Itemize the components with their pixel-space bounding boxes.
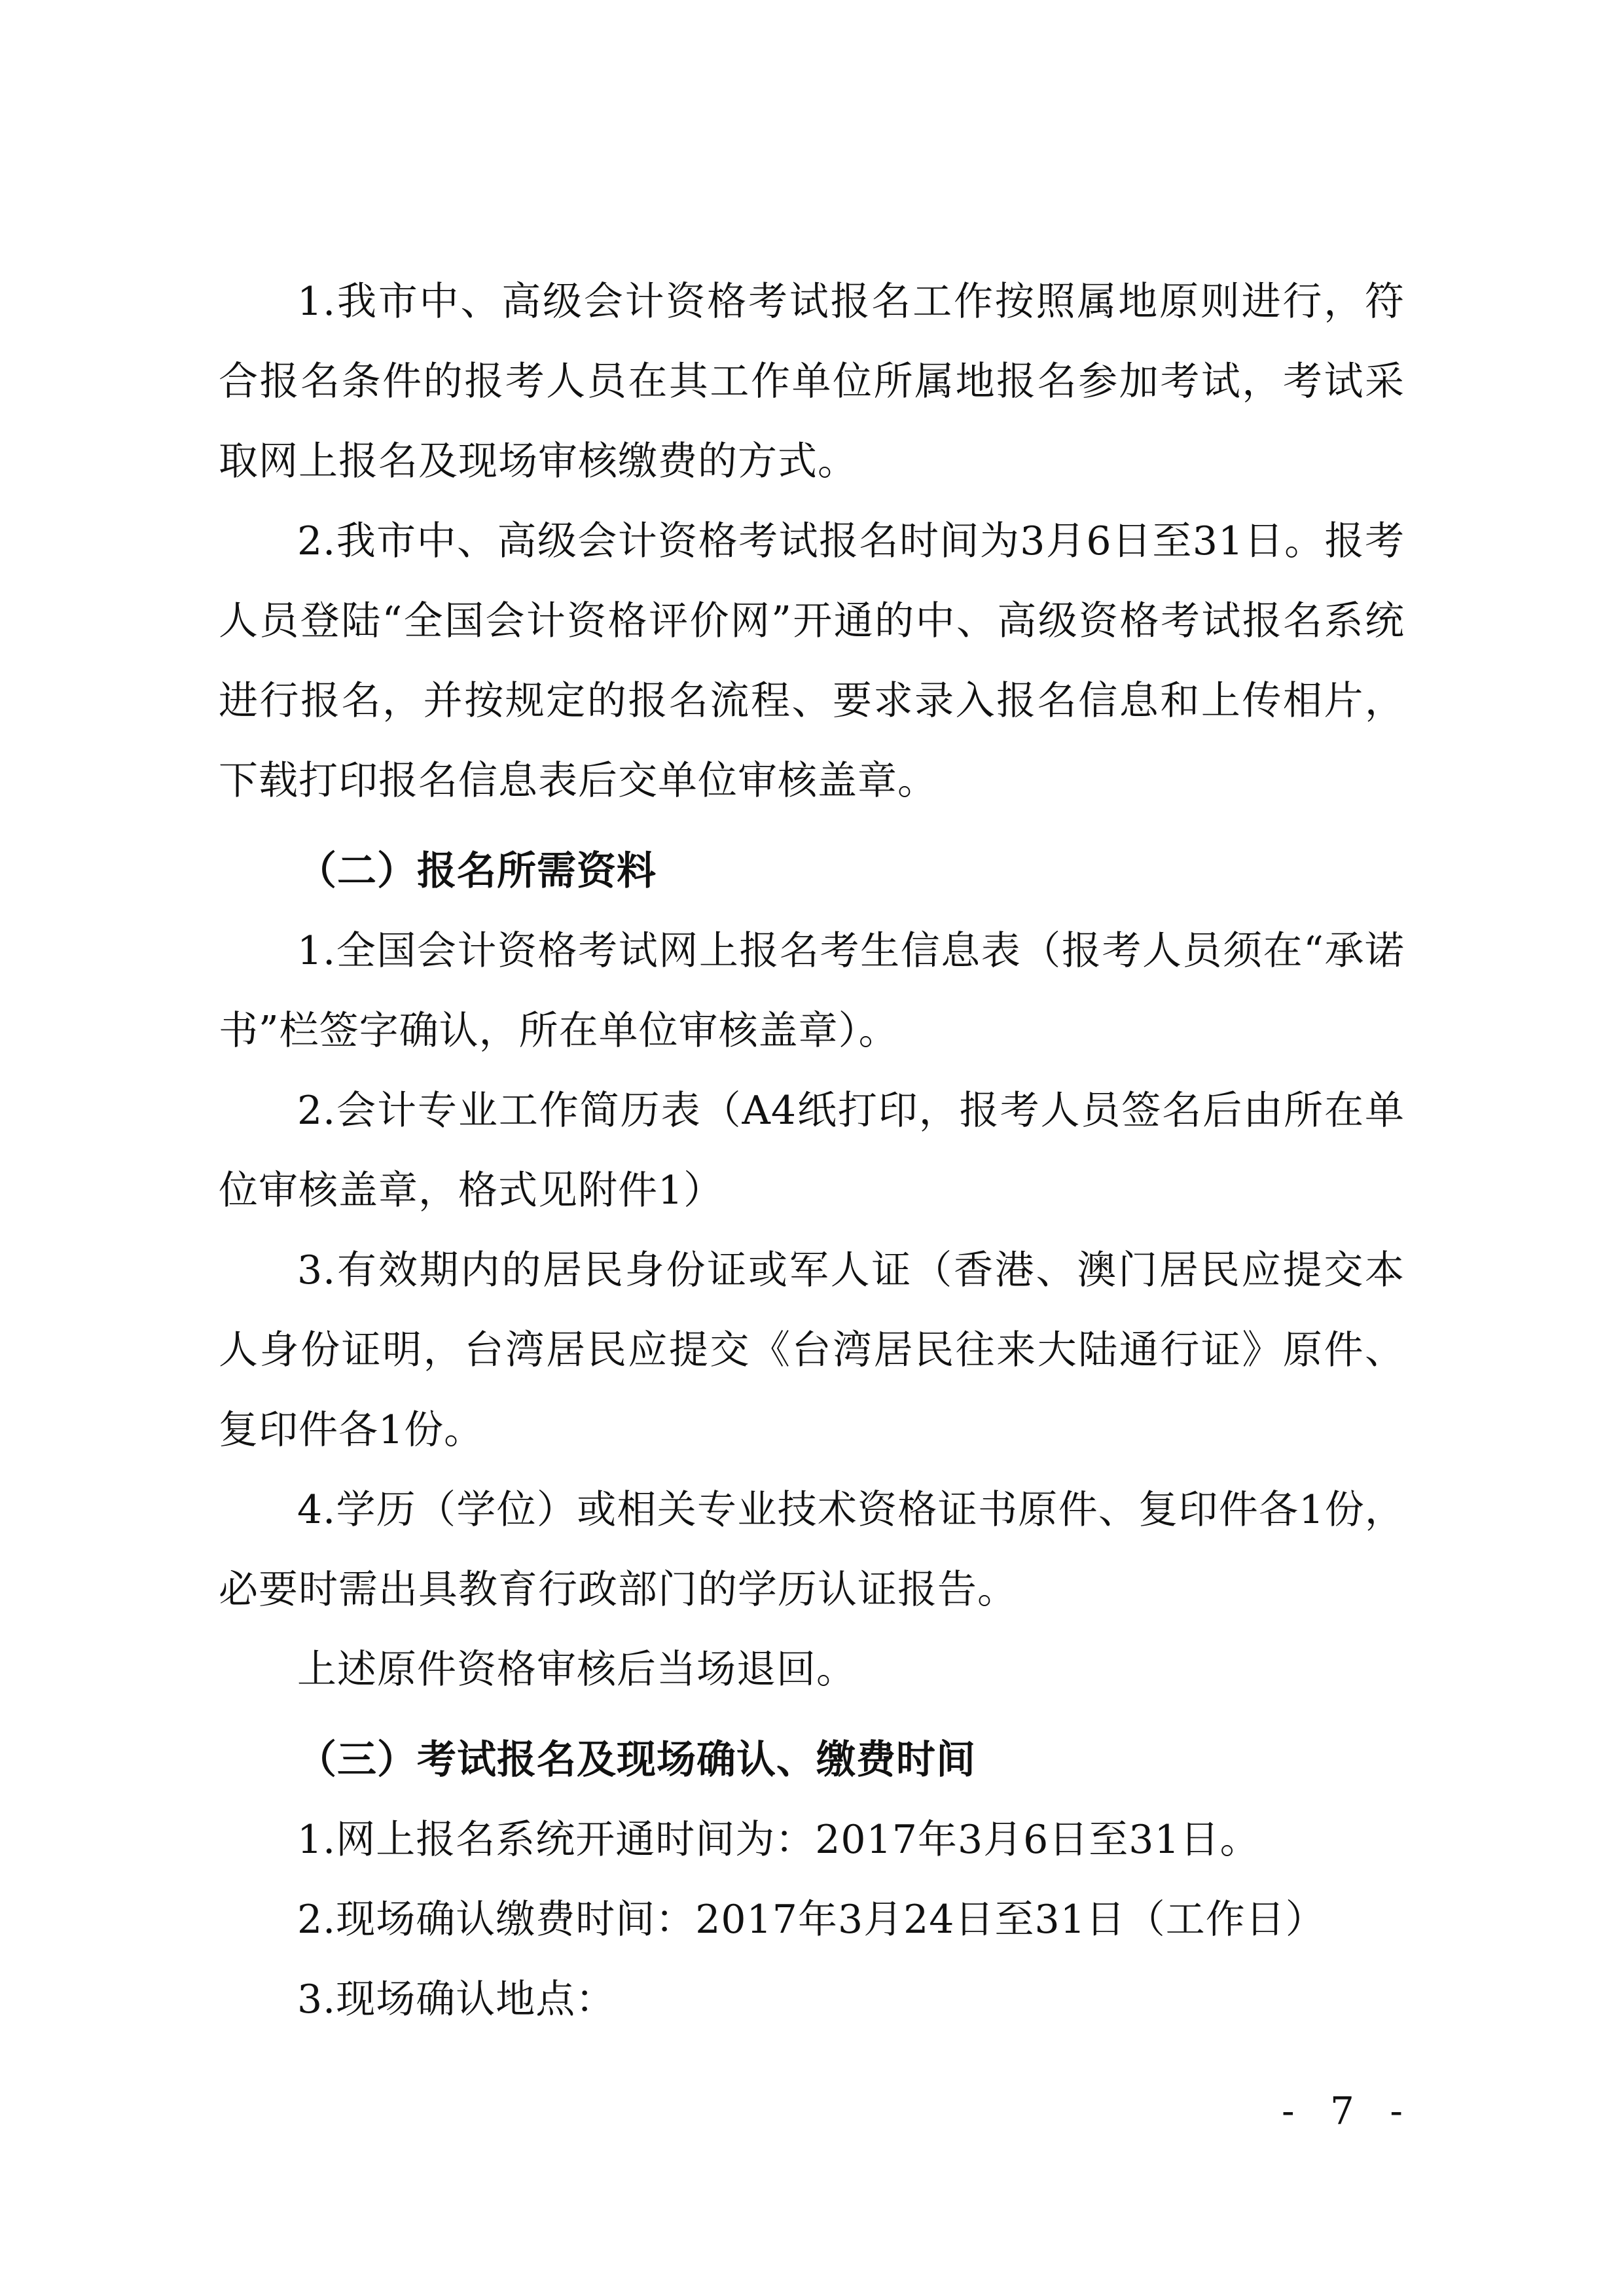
paragraph-material-id-card: 3.有效期内的居民身份证或军人证（香港、澳门居民应提交本人身份证明，台湾居民应提交《台湾居民往来大陆通行证》原件、复印件各1份。	[219, 1247, 1405, 1453]
page-number: - 7 -	[1282, 2089, 1415, 2133]
section-heading-confirmation-time: （三）考试报名及现场确认、缴费时间	[297, 1737, 976, 1783]
paragraph-online-registration-period: 1.网上报名系统开通时间为：2017年3月6日至31日。	[297, 1817, 1260, 1863]
paragraph-material-diploma: 4.学历（学位）或相关专业技术资格证书原件、复印件各1份，必要时需出具教育行政部门的学历认证报告。	[219, 1487, 1405, 1613]
section-heading-required-materials: （二）报名所需资料	[297, 848, 657, 894]
paragraph-onsite-location: 3.现场确认地点：	[297, 1977, 616, 2022]
paragraph-onsite-payment-period: 2.现场确认缴费时间：2017年3月24日至31日（工作日）	[297, 1897, 1326, 1943]
paragraph-registration-principle: 1.我市中、高级会计资格考试报名工作按照属地原则进行，符合报名条件的报考人员在其工作单位所属地报名参加考试，考试采取网上报名及现场审核缴费的方式。	[219, 279, 1405, 484]
paragraph-registration-time: 2.我市中、高级会计资格考试报名时间为3月6日至31日。报考人员登陆“全国会计资格评价网”开通的中、高级资格考试报名系统进行报名，并按规定的报名流程、要求录入报名信息和上传相片，下载打印报名信息表后交单位审核盖章。	[219, 518, 1405, 804]
paragraph-material-info-form: 1.全国会计资格考试网上报名考生信息表（报考人员须在“承诺书”栏签字确认，所在单位审核盖章）。	[219, 928, 1405, 1054]
paragraph-material-work-resume: 2.会计专业工作简历表（A4纸打印，报考人员签名后由所在单位审核盖章，格式见附件1）	[219, 1088, 1405, 1213]
paragraph-originals-returned: 上述原件资格审核后当场退回。	[297, 1647, 856, 1693]
document-body	[219, 262, 1405, 2039]
